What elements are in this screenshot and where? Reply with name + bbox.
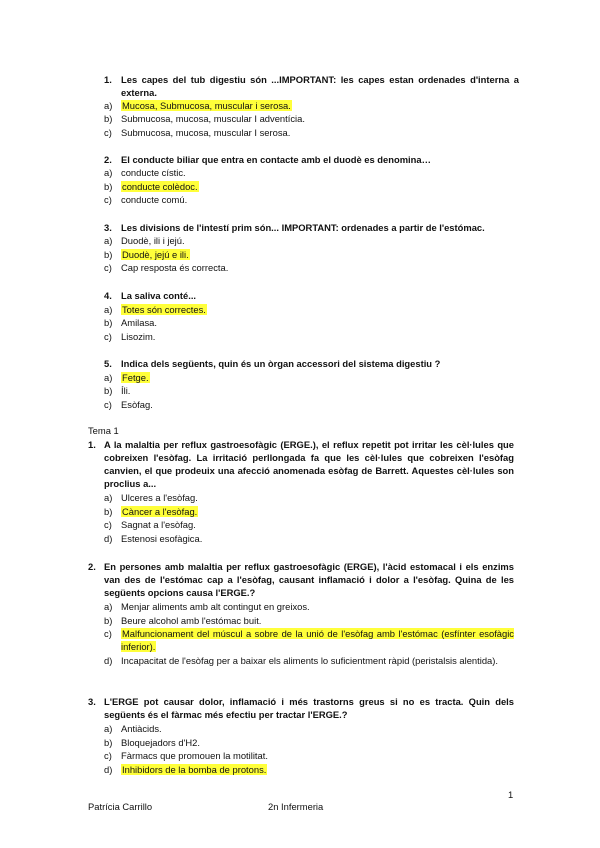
option-text: Estenosi esofàgica. bbox=[121, 533, 203, 544]
option-letter: a) bbox=[104, 100, 113, 111]
option-text: conducte comú. bbox=[121, 194, 188, 205]
question-number: 1. bbox=[104, 74, 112, 85]
option-text: Lisozim. bbox=[121, 331, 156, 342]
option-text: Menjar aliments amb alt contingut en greixos. bbox=[121, 601, 310, 612]
option-letter: a) bbox=[104, 723, 113, 734]
option-text: Íli. bbox=[121, 385, 131, 396]
question-number: 2. bbox=[104, 154, 112, 165]
option-text: Sagnat a l'esòfag. bbox=[121, 519, 196, 530]
option-text-correct: Totes són correctes. bbox=[122, 304, 206, 315]
option-letter: b) bbox=[104, 506, 113, 517]
option-letter: c) bbox=[104, 194, 112, 205]
option-text: Bloquejadors d'H2. bbox=[121, 737, 200, 748]
question-number: 3. bbox=[104, 222, 112, 233]
option-text: Incapacitat de l'esòfag per a baixar els aliments lo suficientment ràpid (peristalsis alentida). bbox=[121, 655, 498, 666]
footer-course: 2n Infermeria bbox=[268, 801, 324, 812]
option-text: Esòfag. bbox=[121, 399, 153, 410]
option-letter: a) bbox=[104, 167, 113, 178]
option-letter: d) bbox=[104, 655, 113, 666]
option-letter: c) bbox=[104, 331, 112, 342]
option-letter: b) bbox=[104, 737, 113, 748]
question-text: Les capes del tub digestiu són ...IMPORTANT: les capes estan ordenades d'interna a externa. bbox=[121, 74, 519, 98]
question-text: Les divisions de l'intestí prim són... IMPORTANT: ordenades a partir de l'estómac. bbox=[121, 222, 485, 233]
question-text: La saliva conté... bbox=[121, 290, 197, 301]
option-text: conducte cístic. bbox=[121, 167, 186, 178]
question-text: El conducte biliar que entra en contacte amb el duodè es denomina… bbox=[121, 154, 431, 165]
option-letter: a) bbox=[104, 304, 113, 315]
option-letter: c) bbox=[104, 519, 112, 530]
question-number: 5. bbox=[104, 358, 112, 369]
question-text: A la malaltia per reflux gastroesofàgic (ERGE.), el reflux repetit pot irritar les cèl·lules que cobreixen l'esòfag. La irritació perllongada fa que les cèl·lules que cobreixen l'esòfag canvien, el que prodeuix una afecció anomenada esòfag de Barrett. Aquestes cèl·lules son proclius a... bbox=[104, 439, 514, 489]
question-number: 1. bbox=[88, 439, 96, 450]
question-number: 2. bbox=[88, 561, 96, 572]
option-text: Ulceres a l'esòfag. bbox=[121, 492, 198, 503]
footer-author: Patrícia Carrillo bbox=[88, 801, 153, 812]
page-number: 1 bbox=[508, 789, 514, 800]
question-text: L'ERGE pot causar dolor, inflamació i més trastorns greus si no es tracta. Quin dels següents és el fàrmac més efectiu per tractar l'ERGE.? bbox=[104, 696, 514, 720]
option-letter: b) bbox=[104, 385, 113, 396]
option-letter: c) bbox=[104, 628, 112, 639]
option-text: Antiàcids. bbox=[121, 723, 162, 734]
option-letter: b) bbox=[104, 113, 113, 124]
option-letter: b) bbox=[104, 317, 113, 328]
option-letter: d) bbox=[104, 533, 113, 544]
option-text-correct: Duodè, jejú e ili. bbox=[122, 249, 189, 260]
option-text: Beure alcohol amb l'estómac buit. bbox=[121, 615, 262, 626]
option-text-correct: Mucosa, Submucosa, muscular i serosa. bbox=[122, 100, 291, 111]
option-text-correct: conducte colèdoc. bbox=[122, 181, 198, 192]
option-letter: d) bbox=[104, 764, 113, 775]
option-letter: a) bbox=[104, 235, 113, 246]
option-letter: c) bbox=[104, 399, 112, 410]
question-number: 3. bbox=[88, 696, 96, 707]
option-text-correct: Fetge. bbox=[122, 372, 149, 383]
option-letter: c) bbox=[104, 262, 112, 273]
option-letter: c) bbox=[104, 750, 112, 761]
option-letter: a) bbox=[104, 372, 113, 383]
question-text: Indica dels següents, quin és un òrgan accessori del sistema digestiu ? bbox=[121, 358, 441, 369]
question-number: 4. bbox=[104, 290, 112, 301]
option-text: Duodè, ili i jejú. bbox=[121, 235, 185, 246]
option-letter: b) bbox=[104, 249, 113, 260]
option-text-correct: Càncer a l'esòfag. bbox=[122, 506, 198, 517]
option-letter: a) bbox=[104, 492, 113, 503]
option-letter: c) bbox=[104, 127, 112, 138]
option-text: Amilasa. bbox=[121, 317, 157, 328]
option-text: Submucosa, mucosa, muscular I adventícia. bbox=[121, 113, 305, 124]
option-letter: b) bbox=[104, 615, 113, 626]
option-text: Submucosa, mucosa, muscular I serosa. bbox=[121, 127, 291, 138]
option-text-correct: Inhibidors de la bomba de protons. bbox=[122, 764, 267, 775]
section-heading: Tema 1 bbox=[88, 425, 119, 436]
option-letter: a) bbox=[104, 601, 113, 612]
question-text: En persones amb malaltia per reflux gastroesofàgic (ERGE), l'àcid estomacal i els enzims van des de l'estómac cap a l'esòfag, causant inflamació i dolor a l'esòfag. Quina de les següents opcions causa l'ERGE.? bbox=[104, 561, 514, 598]
option-text: Fàrmacs que promouen la motilitat. bbox=[121, 750, 268, 761]
option-text: Cap resposta és correcta. bbox=[121, 262, 229, 273]
option-text-correct: Malfuncionament del múscul a sobre de la unió de l'esòfag amb l'estómac (esfínter esofàgic inferior). bbox=[121, 628, 514, 652]
option-letter: b) bbox=[104, 181, 113, 192]
